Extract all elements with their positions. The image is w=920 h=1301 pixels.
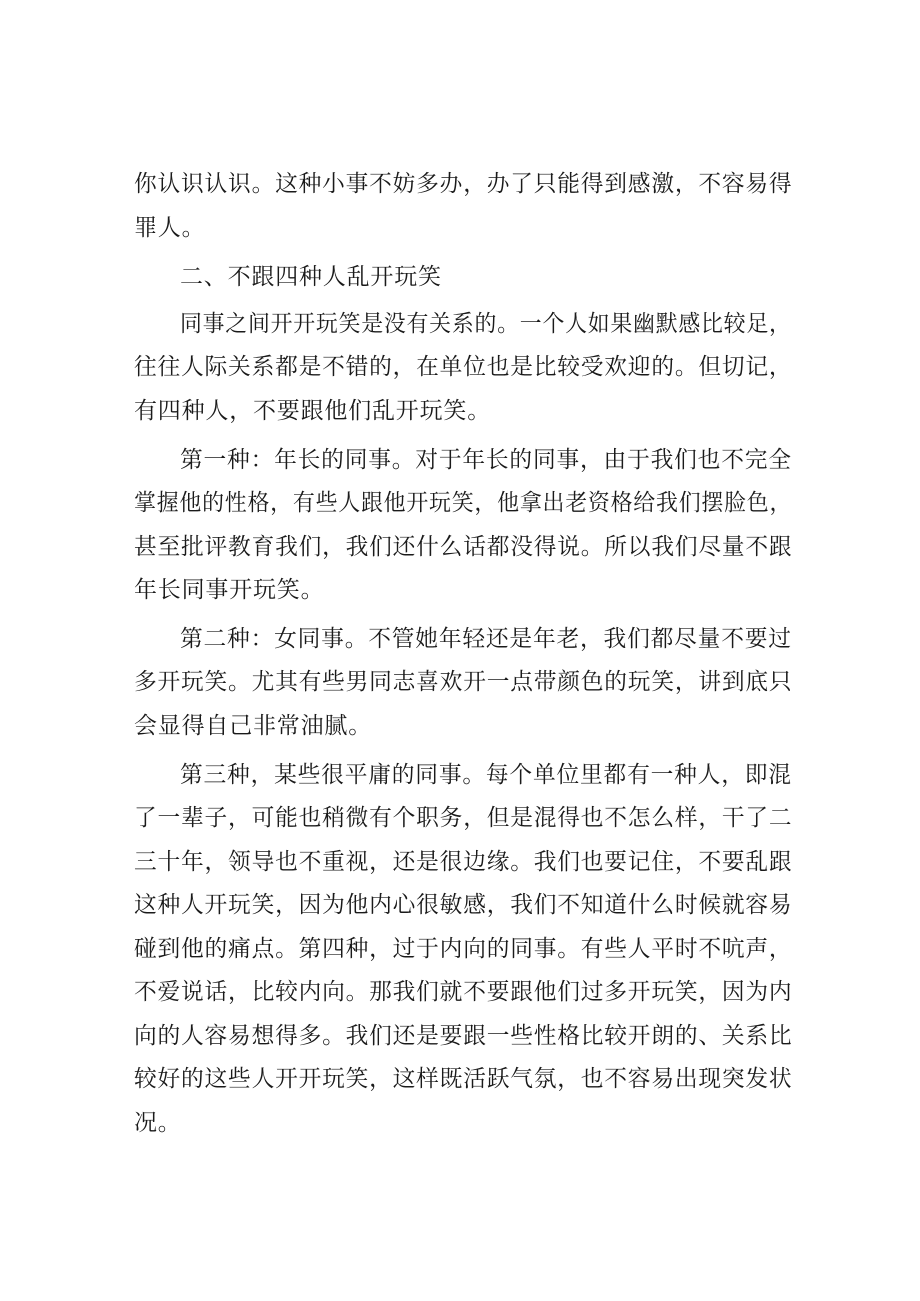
paragraph-line: 有四种人，不要跟他们乱开玩笑。: [134, 398, 491, 424]
paragraph-line: 第一种：年长的同事。对于年长的同事，由于我们也不完全: [180, 447, 792, 473]
paragraph-line: 不爱说话，比较内向。那我们就不要跟他们过多开玩笑，因为内: [134, 979, 793, 1005]
paragraph-line: 第二种：女同事。不管她年轻还是年老，我们都尽量不要过: [180, 626, 792, 652]
paragraph-line: 向的人容易想得多。我们还是要跟一些性格比较开朗的、关系比: [134, 1023, 793, 1049]
paragraph-line: 罪人。: [134, 215, 206, 241]
paragraph-line: 这种人开玩笑，因为他内心很敏感，我们不知道什么时候就容易: [134, 892, 793, 918]
paragraph-line: 掌握他的性格，有些人跟他开玩笑，他拿出老资格给我们摆脸色，: [134, 490, 793, 516]
paragraph-line: 况。: [134, 1110, 182, 1136]
paragraph-line: 了一辈子，可能也稍微有个职务，但是混得也不怎么样，干了二: [134, 805, 793, 831]
paragraph-line: 多开玩笑。尤其有些男同志喜欢开一点带颜色的玩笑，讲到底只: [134, 669, 793, 695]
paragraph-line: 碰到他的痛点。第四种，过于内向的同事。有些人平时不吭声，: [134, 936, 793, 962]
paragraph-line: 三十年，领导也不重视，还是很边缘。我们也要记住，不要乱跟: [134, 849, 793, 875]
paragraph-line: 你认识认识。这种小事不妨多办，办了只能得到感激，不容易得: [134, 171, 793, 197]
paragraph-line: 同事之间开开玩笑是没有关系的。一个人如果幽默感比较足，: [180, 311, 792, 337]
section-heading: 二、不跟四种人乱开玩笑: [180, 264, 442, 290]
paragraph-line: 较好的这些人开开玩笑，这样既活跃气氛，也不容易出现突发状: [134, 1066, 793, 1092]
paragraph-line: 第三种，某些很平庸的同事。每个单位里都有一种人，即混: [180, 762, 792, 788]
paragraph-line: 甚至批评教育我们，我们还什么话都没得说。所以我们尽量不跟: [134, 534, 793, 560]
paragraph-line: 年长同事开玩笑。: [134, 577, 325, 603]
paragraph-line: 往往人际关系都是不错的，在单位也是比较受欢迎的。但切记，: [134, 354, 793, 380]
paragraph-line: 会显得自己非常油腻。: [134, 713, 372, 739]
